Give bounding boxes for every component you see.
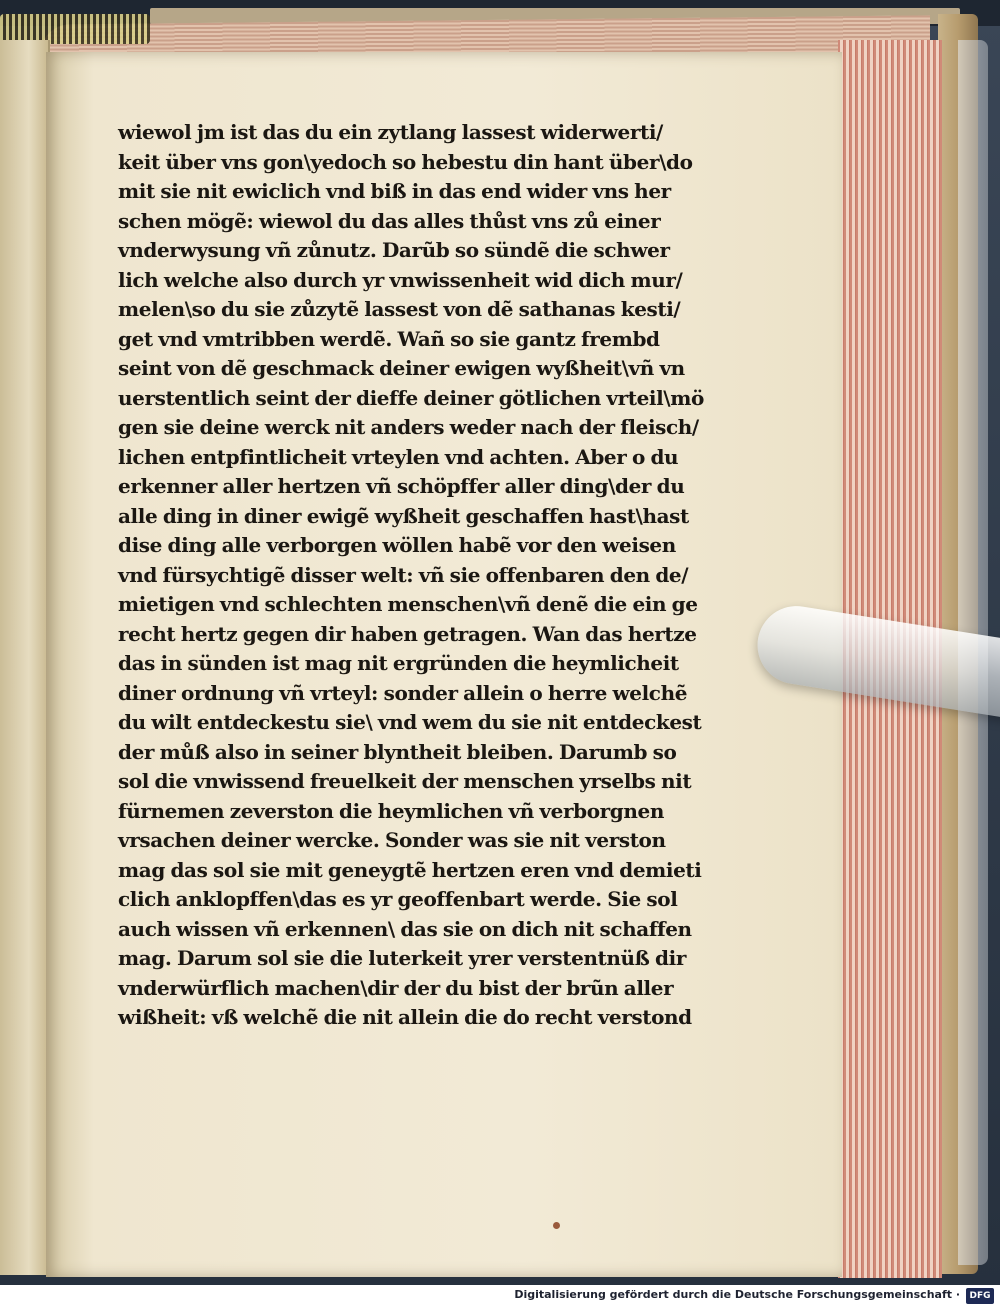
text-line: vrsachen deiner wercke. Sonder was sie nit verston — [118, 828, 666, 852]
text-line: mag das sol sie mit geneygtẽ hertzen eren vnd demieti — [118, 857, 702, 882]
text-line: auch wissen vñ erkennen\ das sie on dich nit schaffen — [118, 916, 692, 941]
text-line: das in sünden ist mag nit ergründen die heymlicheit — [118, 651, 679, 675]
text-line: clich anklopffen\das es yr geoffenbart werde. Sie sol — [118, 887, 678, 911]
text-line: lich welche also durch yr vnwissenheit wid dich mur/ — [118, 267, 683, 292]
text-line: melen\so du sie zůzytẽ lassest von dẽ sathanas kesti/ — [118, 297, 681, 321]
text-line: gen sie deine werck nit anders weder nach der fleisch/ — [118, 415, 699, 439]
text-line: uerstentlich seint der dieffe deiner götlichen vrteil\mö — [118, 385, 704, 410]
text-line: wißheit: vß welchẽ die nit allein die do recht verstond — [118, 1005, 692, 1029]
text-line: dise ding alle verborgen wöllen habẽ vor den weisen — [118, 533, 676, 557]
text-line: vnd fürsychtigẽ disser welt: vñ sie offenbaren den de/ — [118, 562, 689, 587]
text-line: du wilt entdeckestu sie\ vnd wem du sie nit entdeckest — [118, 710, 702, 734]
footer-bar — [0, 1285, 1000, 1307]
text-line: lichen entpfintlicheit vrteylen vnd achten. Aber o du — [118, 444, 679, 469]
text-line: mit sie nit ewiclich vnd biß in das end wider vns her — [118, 179, 671, 203]
text-line: recht hertz gegen dir haben getragen. Wan das hertze — [118, 621, 697, 646]
text-line: sol die vnwissend freuelkeit der menschen yrselbs nit — [118, 769, 692, 793]
text-line: keit über vns gon\yedoch so hebestu din hant über\do — [118, 149, 693, 174]
text-line: der můß also in seiner blyntheit bleiben. Darumb so — [118, 739, 677, 764]
text-line: erkenner aller hertzen vñ schöpffer aller ding\der du — [118, 474, 685, 498]
text-line: get vnd vmtribben werdẽ. Wañ so sie gantz frembd — [118, 326, 660, 351]
dfg-logo: DFG — [966, 1288, 994, 1304]
text-line: schen mögẽ: wiewol du das alles thůst vns zů einer — [118, 208, 661, 233]
text-line: alle ding in diner ewigẽ wyßheit geschaffen hast\hast — [118, 503, 689, 528]
text-line: diner ordnung vñ vrteyl: sonder allein o herre welchẽ — [118, 680, 688, 705]
text-line: vnderwürflich machen\dir der du bist der brũn aller — [118, 975, 674, 1000]
facing-page — [0, 40, 50, 1275]
text-line: seint von dẽ geschmack deiner ewigen wyßheit\vñ vn — [118, 356, 685, 380]
text-line: fürnemen zeverston die heymlichen vñ verborgnen — [118, 798, 664, 823]
footer-credit: Digitalisierung gefördert durch die Deutsche Forschungsgemeinschaft · — [514, 1288, 960, 1301]
text-line: mag. Darum sol sie die luterkeit yrer verstentnüß dir — [118, 946, 686, 970]
page-text-block — [118, 118, 738, 1033]
text-line: mietigen vnd schlechten menschen\vñ denẽ die ein ge — [118, 592, 698, 616]
text-line: wiewol jm ist das du ein zytlang lassest widerwerti/ — [118, 120, 663, 144]
text-line: vnderwysung vñ zůnutz. Darũb so sündẽ die schwer — [118, 238, 670, 262]
page-spot — [553, 1222, 560, 1229]
